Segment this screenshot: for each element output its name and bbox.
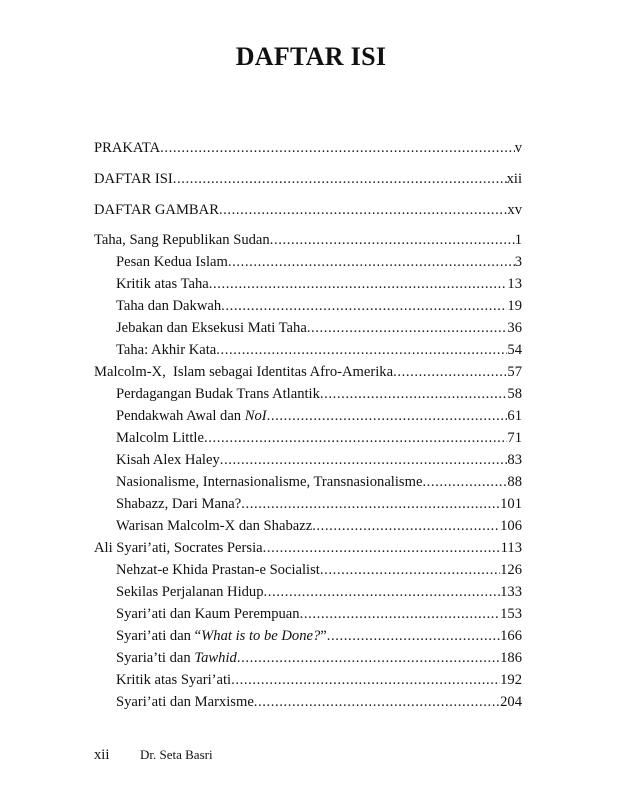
dot-leader xyxy=(422,471,507,493)
dot-leader xyxy=(300,603,501,625)
dot-leader xyxy=(160,137,515,159)
toc-entry-page: 101 xyxy=(500,496,522,512)
dot-leader xyxy=(241,493,500,515)
toc-section-entry[interactable] xyxy=(94,273,522,295)
toc-chapter-entry[interactable] xyxy=(94,361,522,383)
toc-section-entry[interactable] xyxy=(94,515,522,537)
dot-leader xyxy=(270,229,515,251)
toc-front-matter xyxy=(94,137,522,159)
toc-entry-label-italic: What is to be Done? xyxy=(201,628,321,644)
toc-entry-page: 61 xyxy=(507,408,522,424)
toc-entry-label: Kritik atas Taha xyxy=(116,276,209,292)
toc-section-entry[interactable] xyxy=(94,295,522,317)
dot-leader xyxy=(237,647,500,669)
toc-section-entry[interactable] xyxy=(94,559,522,581)
dot-leader xyxy=(320,383,508,405)
toc-entry-page: 58 xyxy=(507,386,522,402)
toc-section-entry[interactable] xyxy=(94,691,522,713)
toc-entry-label-text: ” xyxy=(320,628,327,644)
toc-entry-label: Warisan Malcolm-X dan Shabazz xyxy=(116,518,313,534)
toc-entry-page: 13 xyxy=(507,276,522,292)
toc-section-entry[interactable] xyxy=(94,493,522,515)
toc-entry-page: 106 xyxy=(500,518,522,534)
toc-entry-label: Sekilas Perjalanan Hidup xyxy=(116,584,264,600)
toc-entry-label: Syari’ati dan Kaum Perempuan xyxy=(116,606,300,622)
toc-entry-page: 3 xyxy=(514,254,522,270)
toc-entry-label-text: Pendakwah Awal dan xyxy=(116,408,245,424)
toc-entry-page: v xyxy=(514,140,522,156)
footer-page-number: xii xyxy=(94,747,110,763)
toc-entry-page: 71 xyxy=(507,430,522,446)
toc-section-entry[interactable] xyxy=(94,405,522,427)
toc-entry-label: Syari’ati dan Marxisme xyxy=(116,694,254,710)
dot-leader xyxy=(393,361,507,383)
dot-leader xyxy=(327,625,500,647)
dot-leader xyxy=(267,405,508,427)
dot-leader xyxy=(263,537,501,559)
toc-entry-label: Nasionalisme, Internasionalisme, Transnasionalisme xyxy=(116,474,423,490)
dot-leader xyxy=(231,669,500,691)
toc-section-entry[interactable] xyxy=(94,669,522,691)
toc-entry-page: xv xyxy=(507,202,522,218)
toc-front-matter xyxy=(94,168,522,190)
toc-section-entry[interactable] xyxy=(94,471,522,493)
toc-section-entry[interactable] xyxy=(94,317,522,339)
toc-section-entry[interactable] xyxy=(94,581,522,603)
toc-entry-label: Malcolm-X, Islam sebagai Identitas Afro-Amerika xyxy=(94,364,394,380)
dot-leader xyxy=(209,273,508,295)
toc-chapter-entry[interactable] xyxy=(94,229,522,251)
toc-entry-label xyxy=(116,625,327,647)
toc-entry-page: 186 xyxy=(500,650,522,666)
toc-entry-page: 57 xyxy=(507,364,522,380)
toc-entry-page: 166 xyxy=(500,628,522,644)
toc-entry-label: Pesan Kedua Islam xyxy=(116,254,228,270)
footer-author: Dr. Seta Basri xyxy=(140,747,213,762)
dot-leader xyxy=(204,427,507,449)
toc-entry-page: 192 xyxy=(500,672,522,688)
toc-section-entry[interactable] xyxy=(94,251,522,273)
toc-entry-label-italic: NoI xyxy=(244,408,267,424)
toc-entry-page: 88 xyxy=(507,474,522,490)
toc-entry-page: 153 xyxy=(500,606,522,622)
toc-entry-label xyxy=(116,405,267,427)
dot-leader xyxy=(320,559,500,581)
toc-section-entry[interactable] xyxy=(94,427,522,449)
toc-entry-label: Nehzat-e Khida Prastan-e Socialist xyxy=(116,562,320,578)
toc-entry-page: 54 xyxy=(507,342,522,358)
dot-leader xyxy=(228,251,515,273)
toc-chapters xyxy=(94,229,522,713)
toc-entry-label-italic: Tawhid xyxy=(194,650,237,666)
toc-entry-page: 83 xyxy=(507,452,522,468)
toc-entry-daftar-isi[interactable] xyxy=(94,168,522,190)
toc-entry-label-text: Syaria’ti dan xyxy=(116,650,195,666)
toc-entry-label: DAFTAR ISI xyxy=(94,171,173,187)
toc-entry-label: PRAKATA xyxy=(94,140,161,156)
dot-leader xyxy=(219,199,507,221)
dot-leader xyxy=(307,317,508,339)
toc-entry-label: Kritik atas Syari’ati xyxy=(116,672,232,688)
toc-entry-page: 133 xyxy=(500,584,522,600)
toc-section-entry[interactable] xyxy=(94,339,522,361)
dot-leader xyxy=(254,691,500,713)
toc-entry-page: 113 xyxy=(500,540,522,556)
toc-entry-page: xii xyxy=(506,171,522,187)
dot-leader xyxy=(221,295,507,317)
toc-entry-label-text: Syari’ati dan “ xyxy=(116,628,202,644)
toc-front-matter xyxy=(94,199,522,221)
toc-section-entry[interactable] xyxy=(94,647,522,669)
toc-entry-label: Kisah Alex Haley xyxy=(116,452,220,468)
toc-entry-page: 36 xyxy=(507,320,522,336)
dot-leader xyxy=(264,581,501,603)
toc-entry-label: Taha dan Dakwah xyxy=(116,298,222,314)
page-title: DAFTAR ISI xyxy=(235,42,387,71)
dot-leader xyxy=(216,339,507,361)
toc-entry-daftar-gambar[interactable] xyxy=(94,199,522,221)
toc-section-entry[interactable] xyxy=(94,625,522,647)
toc-entry-label: Taha: Akhir Kata xyxy=(116,342,217,358)
toc-chapter-entry[interactable] xyxy=(94,537,522,559)
toc-section-entry[interactable] xyxy=(94,603,522,625)
dot-leader xyxy=(173,168,507,190)
toc-section-entry[interactable] xyxy=(94,449,522,471)
page-footer xyxy=(94,745,213,765)
toc-entry-page: 204 xyxy=(500,694,522,710)
toc-entry-label: Shabazz, Dari Mana? xyxy=(116,496,242,512)
toc-entry-label: Ali Syari’ati, Socrates Persia xyxy=(94,540,263,556)
toc-entry-prakata[interactable] xyxy=(94,137,522,159)
dot-leader xyxy=(312,515,500,537)
toc-entry-label: Taha, Sang Republikan Sudan xyxy=(94,232,270,248)
toc-entry-page: 1 xyxy=(514,232,522,248)
toc-entry-label xyxy=(116,647,237,669)
toc-section-entry[interactable] xyxy=(94,383,522,405)
toc-entry-page: 126 xyxy=(500,562,522,578)
dot-leader xyxy=(220,449,508,471)
toc-entry-label: DAFTAR GAMBAR xyxy=(94,202,219,218)
toc-entry-label: Malcolm Little xyxy=(116,430,204,446)
toc-entry-page: 19 xyxy=(507,298,522,314)
toc-entry-label: Perdagangan Budak Trans Atlantik xyxy=(116,386,320,402)
toc-entry-label: Jebakan dan Eksekusi Mati Taha xyxy=(116,320,307,336)
